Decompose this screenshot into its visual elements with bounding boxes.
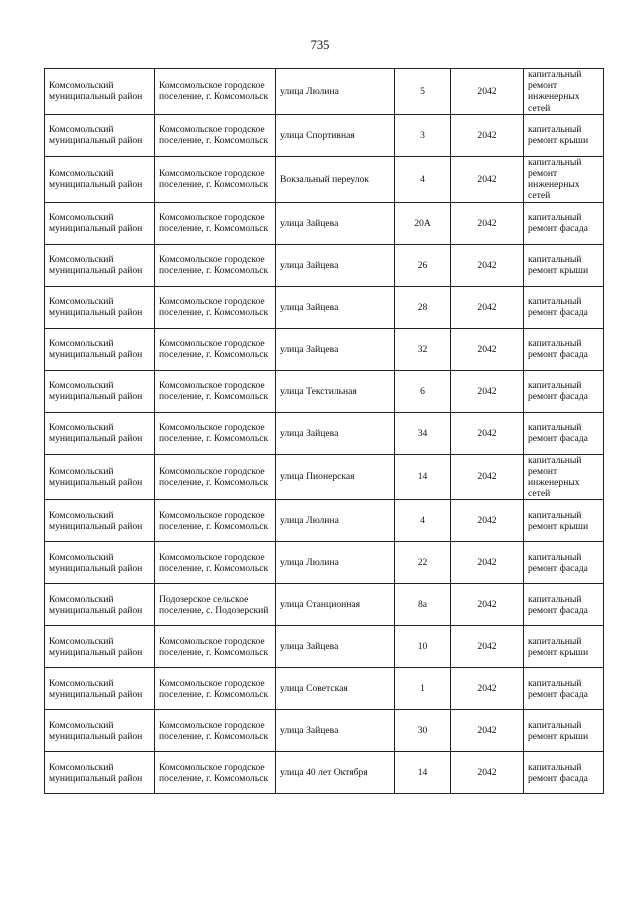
cell-district: Комсомольский муниципальный район — [45, 454, 155, 500]
cell-year: 2042 — [451, 412, 524, 454]
cell-house-number: 32 — [395, 328, 451, 370]
cell-street: улица Зайцева — [276, 710, 395, 752]
cell-house-number: 10 — [395, 626, 451, 668]
cell-street: улица Зайцева — [276, 412, 395, 454]
cell-district: Комсомольский муниципальный район — [45, 500, 155, 542]
cell-street: улица Зайцева — [276, 626, 395, 668]
cell-house-number: 8а — [395, 584, 451, 626]
cell-district: Комсомольский муниципальный район — [45, 370, 155, 412]
table-row — [45, 710, 604, 752]
table-row — [45, 542, 604, 584]
cell-settlement: Комсомольское городское поселение, г. Комсомольск — [155, 710, 276, 752]
cell-year: 2042 — [451, 202, 524, 244]
cell-house-number: 4 — [395, 500, 451, 542]
cell-district: Комсомольский муниципальный район — [45, 752, 155, 794]
cell-settlement: Комсомольское городское поселение, г. Комсомольск — [155, 202, 276, 244]
cell-work-type: капитальный ремонт фасада — [524, 370, 604, 412]
cell-settlement: Комсомольское городское поселение, г. Комсомольск — [155, 370, 276, 412]
cell-year: 2042 — [451, 710, 524, 752]
cell-district: Комсомольский муниципальный район — [45, 584, 155, 626]
table-row — [45, 500, 604, 542]
table-row — [45, 328, 604, 370]
cell-settlement: Комсомольское городское поселение, г. Комсомольск — [155, 286, 276, 328]
cell-house-number: 28 — [395, 286, 451, 328]
cell-work-type: капитальный ремонт фасада — [524, 668, 604, 710]
table-row — [45, 370, 604, 412]
cell-settlement: Комсомольское городское поселение, г. Комсомольск — [155, 114, 276, 156]
table-row — [45, 69, 604, 115]
cell-house-number: 14 — [395, 454, 451, 500]
cell-street: улица Пионерская — [276, 454, 395, 500]
cell-street: Вокзальный переулок — [276, 156, 395, 202]
cell-settlement: Комсомольское городское поселение, г. Комсомольск — [155, 156, 276, 202]
cell-work-type: капитальный ремонт крыши — [524, 114, 604, 156]
cell-district: Комсомольский муниципальный район — [45, 244, 155, 286]
cell-district: Комсомольский муниципальный район — [45, 156, 155, 202]
cell-street: улица Зайцева — [276, 202, 395, 244]
cell-year: 2042 — [451, 156, 524, 202]
cell-house-number: 5 — [395, 69, 451, 115]
cell-settlement: Комсомольское городское поселение, г. Комсомольск — [155, 500, 276, 542]
cell-district: Комсомольский муниципальный район — [45, 286, 155, 328]
cell-settlement: Комсомольское городское поселение, г. Комсомольск — [155, 69, 276, 115]
table-row — [45, 584, 604, 626]
cell-work-type: капитальный ремонт инженерных сетей — [524, 156, 604, 202]
cell-house-number: 4 — [395, 156, 451, 202]
cell-street: улица Зайцева — [276, 286, 395, 328]
page-number: 735 — [310, 38, 330, 52]
cell-district: Комсомольский муниципальный район — [45, 328, 155, 370]
cell-house-number: 22 — [395, 542, 451, 584]
cell-district: Комсомольский муниципальный район — [45, 710, 155, 752]
cell-house-number: 3 — [395, 114, 451, 156]
cell-work-type: капитальный ремонт крыши — [524, 626, 604, 668]
cell-settlement: Комсомольское городское поселение, г. Комсомольск — [155, 668, 276, 710]
cell-settlement: Комсомольское городское поселение, г. Комсомольск — [155, 752, 276, 794]
cell-year: 2042 — [451, 626, 524, 668]
cell-work-type: капитальный ремонт фасада — [524, 412, 604, 454]
cell-settlement: Комсомольское городское поселение, г. Комсомольск — [155, 626, 276, 668]
cell-house-number: 34 — [395, 412, 451, 454]
table-body — [45, 69, 604, 794]
cell-street: улица Текстильная — [276, 370, 395, 412]
cell-work-type: капитальный ремонт крыши — [524, 500, 604, 542]
cell-district: Комсомольский муниципальный район — [45, 668, 155, 710]
cell-work-type: капитальный ремонт крыши — [524, 244, 604, 286]
table-row — [45, 412, 604, 454]
cell-work-type: капитальный ремонт фасада — [524, 328, 604, 370]
table-row — [45, 156, 604, 202]
cell-work-type: капитальный ремонт инженерных сетей — [524, 69, 604, 115]
cell-year: 2042 — [451, 244, 524, 286]
table-row — [45, 202, 604, 244]
cell-street: улица Станционная — [276, 584, 395, 626]
cell-year: 2042 — [451, 500, 524, 542]
table-row — [45, 114, 604, 156]
cell-house-number: 30 — [395, 710, 451, 752]
cell-district: Комсомольский муниципальный район — [45, 412, 155, 454]
cell-street: улица Спортивная — [276, 114, 395, 156]
cell-street: улица Люлина — [276, 69, 395, 115]
cell-house-number: 20А — [395, 202, 451, 244]
cell-work-type: капитальный ремонт фасада — [524, 752, 604, 794]
cell-settlement: Комсомольское городское поселение, г. Комсомольск — [155, 328, 276, 370]
cell-settlement: Подозерское сельское поселение, с. Подозерский — [155, 584, 276, 626]
cell-year: 2042 — [451, 328, 524, 370]
table-row — [45, 286, 604, 328]
cell-house-number: 26 — [395, 244, 451, 286]
cell-street: улица Зайцева — [276, 244, 395, 286]
cell-district: Комсомольский муниципальный район — [45, 626, 155, 668]
cell-work-type: капитальный ремонт инженерных сетей — [524, 454, 604, 500]
cell-settlement: Комсомольское городское поселение, г. Комсомольск — [155, 542, 276, 584]
cell-settlement: Комсомольское городское поселение, г. Комсомольск — [155, 244, 276, 286]
cell-settlement: Комсомольское городское поселение, г. Комсомольск — [155, 412, 276, 454]
table-row — [45, 454, 604, 500]
cell-house-number: 6 — [395, 370, 451, 412]
cell-year: 2042 — [451, 69, 524, 115]
cell-year: 2042 — [451, 114, 524, 156]
cell-district: Комсомольский муниципальный район — [45, 69, 155, 115]
cell-district: Комсомольский муниципальный район — [45, 114, 155, 156]
cell-work-type: капитальный ремонт крыши — [524, 710, 604, 752]
cell-street: улица Советская — [276, 668, 395, 710]
cell-work-type: капитальный ремонт фасада — [524, 542, 604, 584]
cell-year: 2042 — [451, 286, 524, 328]
cell-street: улица Люлина — [276, 500, 395, 542]
cell-year: 2042 — [451, 370, 524, 412]
cell-district: Комсомольский муниципальный район — [45, 202, 155, 244]
cell-year: 2042 — [451, 752, 524, 794]
cell-street: улица 40 лет Октября — [276, 752, 395, 794]
cell-house-number: 14 — [395, 752, 451, 794]
cell-work-type: капитальный ремонт фасада — [524, 584, 604, 626]
table-row — [45, 752, 604, 794]
cell-house-number: 1 — [395, 668, 451, 710]
cell-district: Комсомольский муниципальный район — [45, 542, 155, 584]
repair-schedule-table — [44, 68, 604, 794]
cell-street: улица Зайцева — [276, 328, 395, 370]
cell-year: 2042 — [451, 668, 524, 710]
cell-street: улица Люлина — [276, 542, 395, 584]
cell-work-type: капитальный ремонт фасада — [524, 202, 604, 244]
cell-work-type: капитальный ремонт фасада — [524, 286, 604, 328]
cell-year: 2042 — [451, 584, 524, 626]
cell-year: 2042 — [451, 542, 524, 584]
table-row — [45, 626, 604, 668]
cell-settlement: Комсомольское городское поселение, г. Комсомольск — [155, 454, 276, 500]
cell-year: 2042 — [451, 454, 524, 500]
table-row — [45, 668, 604, 710]
table-row — [45, 244, 604, 286]
